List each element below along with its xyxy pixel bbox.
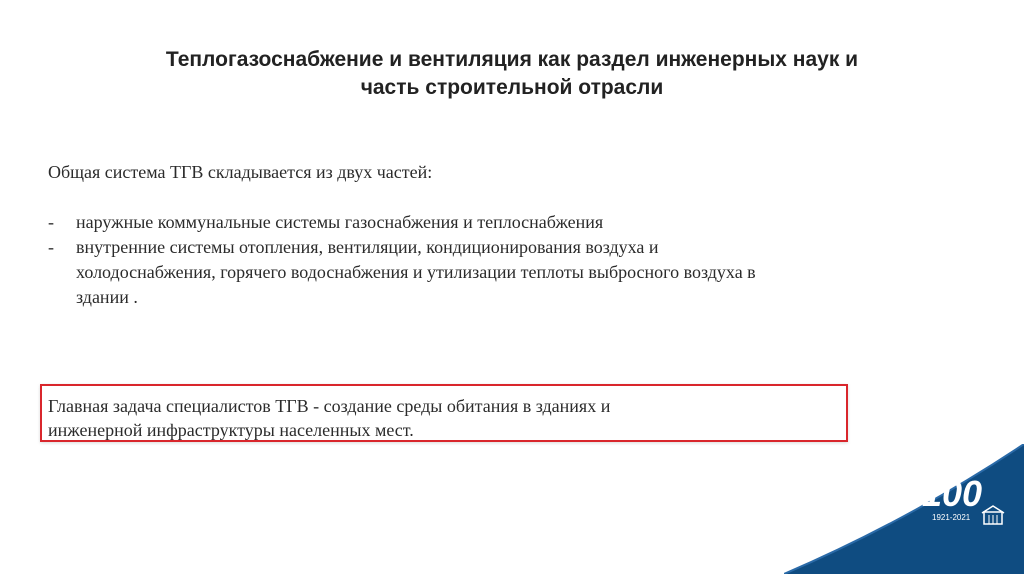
logo-years: 1921-2021 xyxy=(932,513,971,522)
slide-title-line-2: часть строительной отрасли xyxy=(360,76,664,99)
intro-text: Общая система ТГВ складывается из двух частей: xyxy=(48,162,433,182)
main-task-line-1: Главная задача специалистов ТГВ - создание среды обитания в зданиях и xyxy=(48,396,611,416)
bullet-line: наружные коммунальные системы газоснабжения и теплоснабжения xyxy=(76,212,604,232)
bullet-item-external-systems xyxy=(48,210,908,235)
bullet-dash: - xyxy=(48,212,54,232)
logo-number: 100 xyxy=(922,473,983,514)
main-task-callout xyxy=(40,384,848,442)
slide-title-line-1: Теплогазоснабжение и вентиляция как раздел инженерных наук и xyxy=(165,48,859,71)
bullet-item-internal-systems xyxy=(48,235,908,310)
slide-title xyxy=(60,46,964,102)
main-task-line-2: инженерной инфраструктуры населенных мест. xyxy=(48,420,414,440)
bullet-line: внутренние системы отопления, вентиляции, кондиционирования воздуха и xyxy=(76,237,659,257)
bullet-list xyxy=(48,210,908,310)
bullet-line: здании . xyxy=(76,287,138,307)
bullet-dash: - xyxy=(48,237,54,257)
anniversary-logo xyxy=(784,444,1024,574)
bullet-line: холодоснабжения, горячего водоснабжения и утилизации теплоты выбросного воздуха в xyxy=(76,262,756,282)
